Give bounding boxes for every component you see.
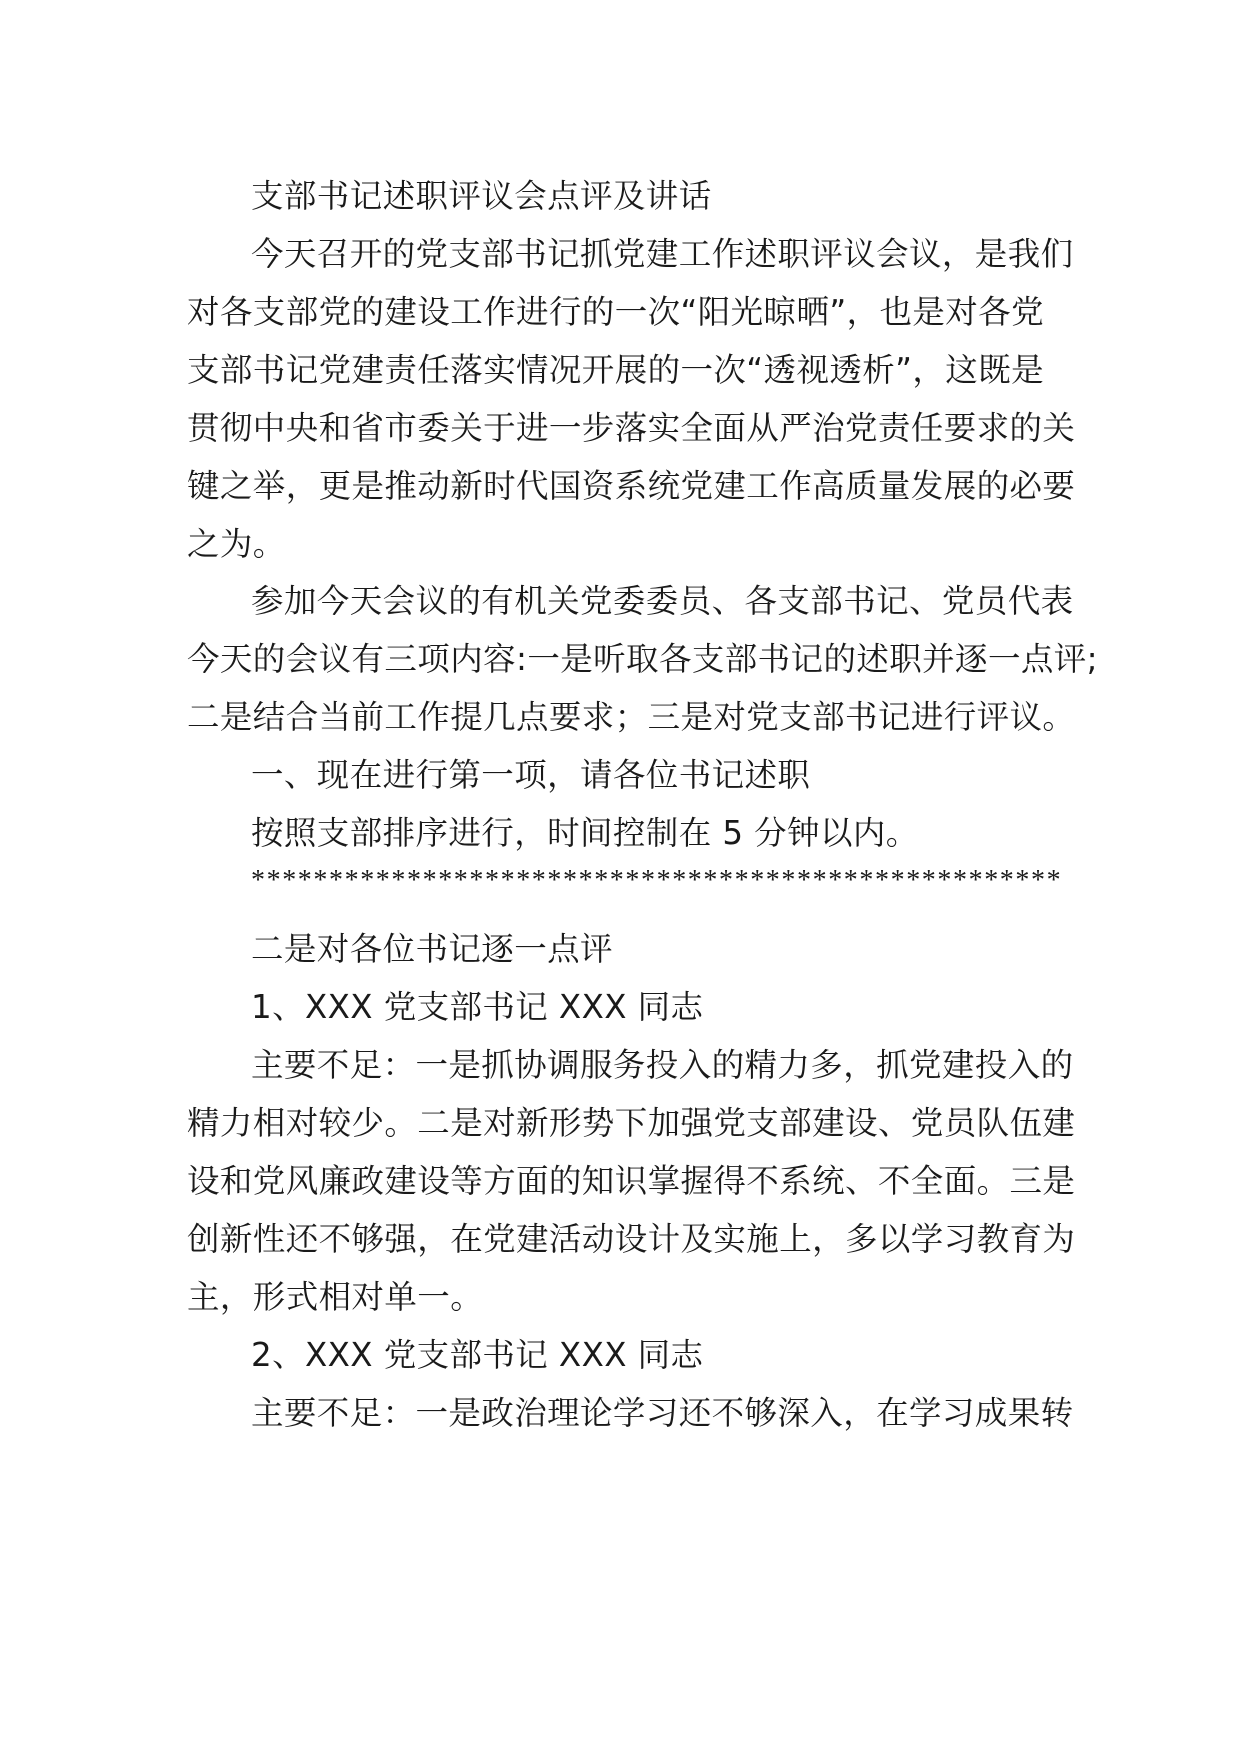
paragraph-line: 设和党风廉政建设等方面的知识掌握得不系统、不全面。三是 (187, 1162, 1076, 1200)
paragraph-line: 二是结合当前工作提几点要求；三是对党支部书记进行评议。 (187, 698, 1076, 736)
subsection-heading: 2、XXX 党支部书记 XXX 同志 (251, 1336, 704, 1374)
paragraph-line: 主要不足：一是抓协调服务投入的精力多，抓党建投入的 (251, 1046, 1074, 1084)
section-heading: 一、现在进行第一项，请各位书记述职 (251, 756, 811, 794)
paragraph-line: 今天的会议有三项内容:一是听取各支部书记的述职并逐一点评; (187, 640, 1099, 678)
document-title: 支部书记述职评议会点评及讲话 (251, 177, 712, 215)
paragraph-line: 按照支部排序进行，时间控制在 5 分钟以内。 (251, 814, 919, 852)
paragraph-line: 参加今天会议的有机关党委委员、各支部书记、党员代表 (251, 582, 1074, 620)
paragraph-line: 主要不足：一是政治理论学习还不够深入，在学习成果转 (251, 1394, 1074, 1432)
paragraph-line: 贯彻中央和省市委关于进一步落实全面从严治党责任要求的关 (187, 409, 1076, 447)
subsection-heading: 1、XXX 党支部书记 XXX 同志 (251, 988, 704, 1026)
paragraph-line: 今天召开的党支部书记抓党建工作述职评议会议，是我们 (251, 235, 1074, 273)
paragraph-line: 支部书记党建责任落实情况开展的一次“透视透析”，这既是 (187, 351, 1044, 389)
paragraph-line: 创新性还不够强，在党建活动设计及实施上，多以学习教育为 (187, 1220, 1076, 1258)
paragraph-line: 之为。 (187, 525, 286, 563)
paragraph-line: 精力相对较少。二是对新形势下加强党支部建设、党员队伍建 (187, 1104, 1076, 1142)
paragraph-line: 键之举，更是推动新时代国资系统党建工作高质量发展的必要 (187, 467, 1076, 505)
paragraph-line: 对各支部党的建设工作进行的一次“阳光晾晒”，也是对各党 (187, 293, 1044, 331)
separator-stars: **************************************************** (251, 865, 1063, 896)
paragraph-line: 主，形式相对单一。 (187, 1278, 484, 1316)
section-heading: 二是对各位书记逐一点评 (251, 930, 613, 968)
